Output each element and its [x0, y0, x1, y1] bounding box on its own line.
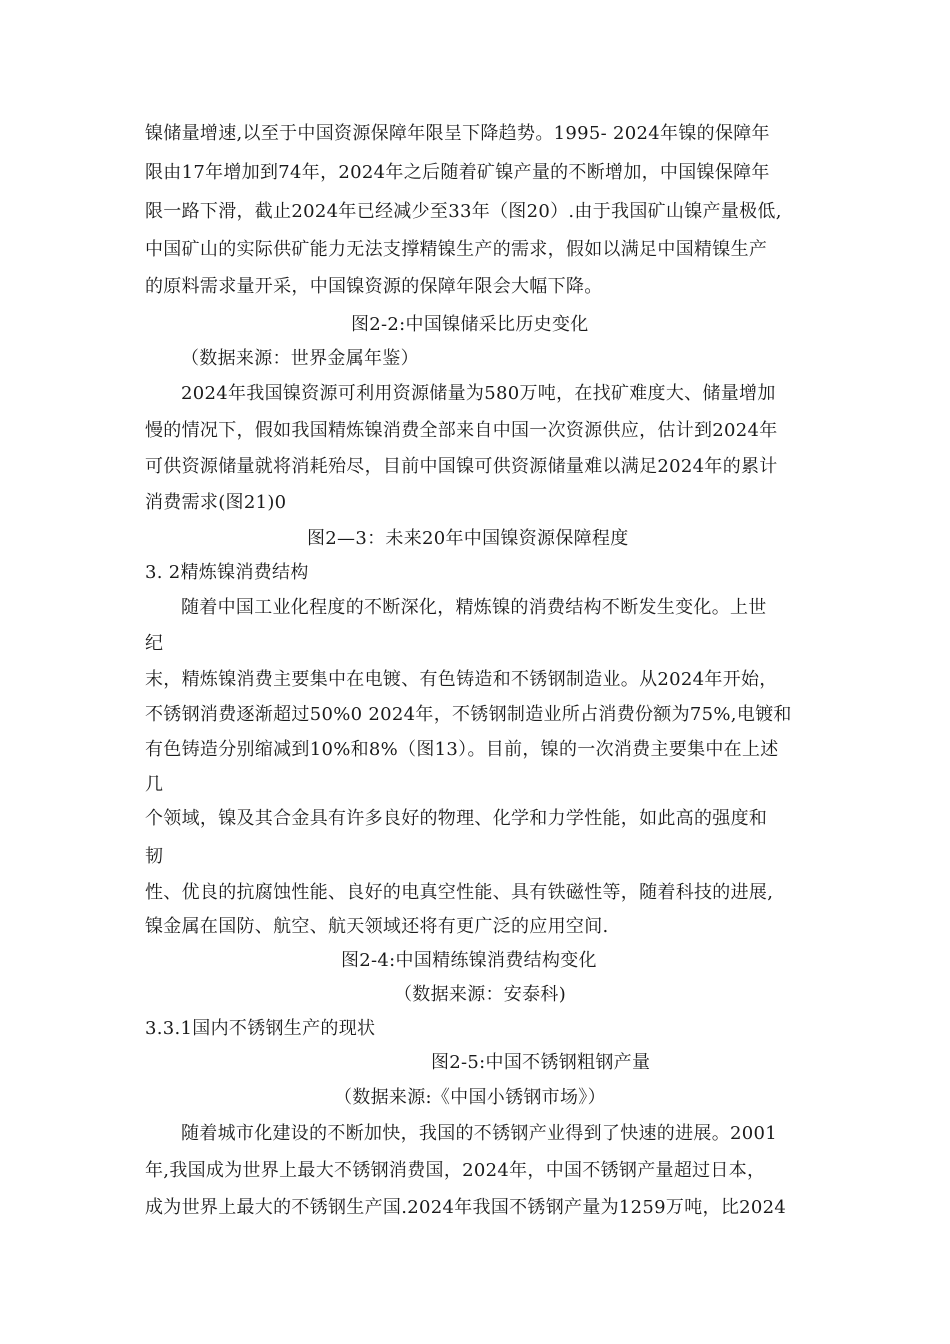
- paragraph-line: 纪: [145, 633, 164, 654]
- paragraph-line: 慢的情况下，假如我国精炼镍消费全部来自中国一次资源供应，估计到2024年: [145, 420, 778, 441]
- figure-source: （数据来源:《中国小锈钢市场》）: [334, 1087, 606, 1108]
- figure-caption: 图2-5:中国不锈钢粗钢产量: [431, 1052, 651, 1073]
- paragraph-line: 消费需求(图21)0: [145, 492, 287, 513]
- paragraph-line: 镍金属在国防、航空、航天领域还将有更广泛的应用空间.: [145, 916, 609, 937]
- paragraph-line: 随着城市化建设的不断加快，我国的不锈钢产业得到了快速的进展。2001: [181, 1123, 778, 1144]
- figure-caption: 图2-2:中国镍储采比历史变化: [351, 314, 589, 335]
- paragraph-line: 的原料需求量开采，中国镍资源的保障年限会大幅下降。: [145, 276, 603, 297]
- paragraph-line: 可供资源储量就将消耗殆尽，目前中国镍可供资源储量难以满足2024年的累计: [145, 456, 778, 477]
- paragraph-line: 不锈钢消费逐渐超过50%0 2024年，不锈钢制造业所占消费份额为75%,电镀和: [145, 704, 792, 725]
- paragraph-line: 性、优良的抗腐蚀性能、良好的电真空性能、具有铁磁性等，随着科技的进展,: [145, 882, 774, 903]
- paragraph-line: 限一路下滑，截止2024年已经减少至33年（图20）.由于我国矿山镍产量极低,: [145, 201, 782, 222]
- paragraph-line: 随着中国工业化程度的不断深化，精炼镍的消费结构不断发生变化。上世: [181, 597, 767, 618]
- figure-caption: 图2-4:中国精练镍消费结构变化: [341, 950, 597, 971]
- paragraph-line: 2024年我国镍资源可利用资源储量为580万吨，在找矿难度大、储量增加: [181, 383, 776, 404]
- figure-caption: 图2—3：未来20年中国镍资源保障程度: [307, 528, 629, 549]
- paragraph-line: 末，精炼镍消费主要集中在电镀、有色铸造和不锈钢制造业。从2024年开始，: [145, 669, 778, 690]
- figure-source: （数据来源：世界金属年鉴）: [181, 348, 419, 369]
- paragraph-line: 镍储量增速,以至于中国资源保障年限呈下降趋势。1995- 2024年镍的保障年: [145, 123, 770, 144]
- paragraph-line: 个领域，镍及其合金具有许多良好的物理、化学和力学性能，如此高的强度和: [145, 808, 768, 829]
- paragraph-line: 韧: [145, 846, 164, 867]
- figure-source: （数据来源：安泰科): [394, 984, 567, 1005]
- paragraph-line: 几: [145, 774, 164, 795]
- paragraph-line: 中国矿山的实际供矿能力无法支撑精镍生产的需求，假如以满足中国精镍生产: [145, 239, 768, 260]
- paragraph-line: 有色铸造分别缩减到10%和8%（图13）。目前，镍的一次消费主要集中在上述: [145, 739, 779, 760]
- section-heading: 3.3.1国内不锈钢生产的现状: [145, 1018, 376, 1039]
- paragraph-line: 限由17年增加到74年，2024年之后随着矿镍产量的不断增加，中国镍保障年: [145, 162, 770, 183]
- section-heading: 3. 2精炼镍消费结构: [145, 562, 309, 583]
- paragraph-line: 年,我国成为世界上最大不锈钢消费国，2024年，中国不锈钢产量超过日本，: [145, 1160, 766, 1181]
- paragraph-line: 成为世界上最大的不锈钢生产国.2024年我国不锈钢产量为1259万吨，比2024: [145, 1197, 787, 1218]
